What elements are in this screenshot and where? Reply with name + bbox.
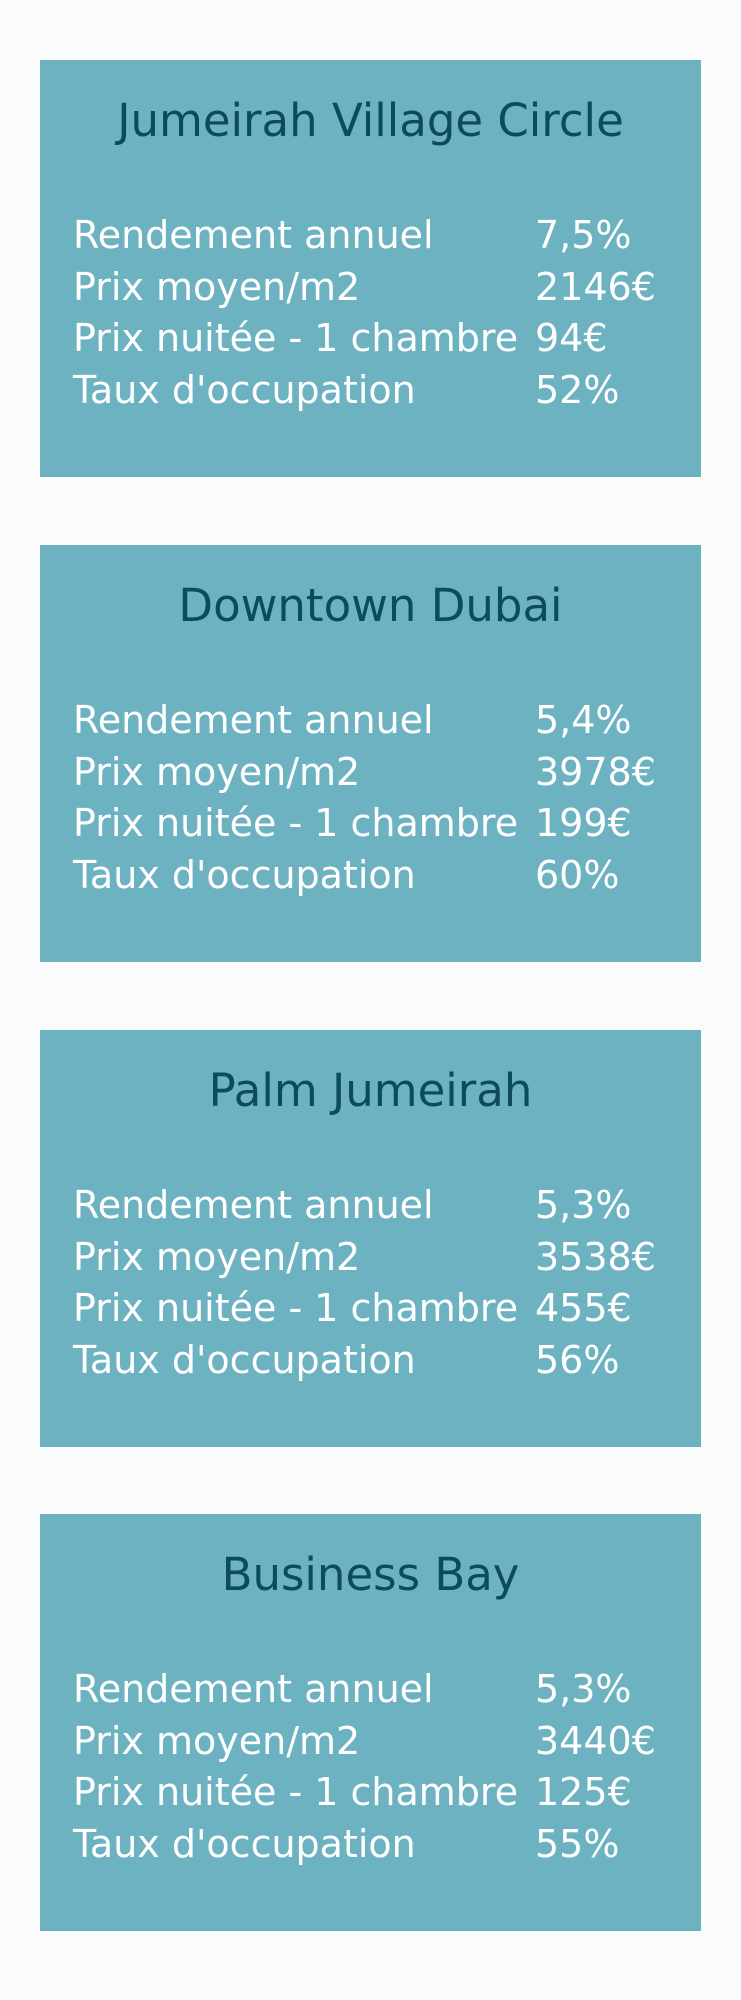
area-stats: [73, 1664, 673, 1870]
stat-row-annual-yield: [73, 1180, 673, 1232]
area-stats: [73, 695, 673, 901]
stat-label: Prix moyen/m2: [73, 264, 361, 309]
stat-value: 3538€: [535, 1234, 656, 1279]
area-card-business-bay: [40, 1514, 701, 1931]
stat-label: Prix nuitée - 1 chambre: [73, 1286, 519, 1330]
area-card-jumeirah-village-circle: [40, 60, 701, 477]
stat-row-annual-yield: [73, 695, 673, 747]
area-card-palm-jumeirah: [40, 1030, 701, 1447]
area-card-title: Palm Jumeirah: [208, 1064, 533, 1117]
stat-value: 7,5%: [535, 213, 632, 257]
stat-label: Prix moyen/m2: [73, 1718, 361, 1763]
stat-row-occupancy-rate: [73, 1819, 673, 1871]
area-stats: [73, 210, 673, 416]
stat-row-nightly-price: [73, 1767, 673, 1819]
area-card-title: Downtown Dubai: [178, 579, 563, 632]
area-card-downtown-dubai: [40, 545, 701, 962]
stat-row-price-per-m2: [73, 1716, 673, 1768]
stat-row-annual-yield: [73, 1664, 673, 1716]
stat-value: 94€: [535, 316, 608, 360]
stat-value: 56%: [535, 1337, 620, 1382]
area-stats: [73, 1180, 673, 1386]
stat-row-nightly-price: [73, 313, 673, 365]
stat-row-price-per-m2: [73, 262, 673, 314]
stat-label: Taux d'occupation: [73, 367, 416, 412]
stat-label: Prix moyen/m2: [73, 1234, 361, 1279]
stat-label: Rendement annuel: [73, 698, 434, 742]
stat-value: 455€: [535, 1286, 632, 1330]
stat-value: 2146€: [535, 264, 656, 309]
stat-label: Taux d'occupation: [73, 1337, 416, 1382]
stat-value: 60%: [535, 852, 620, 897]
stat-label: Prix nuitée - 1 chambre: [73, 801, 519, 845]
area-card-title: Business Bay: [221, 1548, 520, 1601]
stat-row-nightly-price: [73, 798, 673, 850]
stat-row-occupancy-rate: [73, 850, 673, 902]
stat-value: 55%: [535, 1821, 620, 1866]
stat-label: Prix moyen/m2: [73, 749, 361, 794]
stat-row-nightly-price: [73, 1283, 673, 1335]
stat-value: 5,3%: [535, 1667, 632, 1711]
stat-value: 3978€: [535, 749, 656, 794]
stat-row-occupancy-rate: [73, 365, 673, 417]
stat-value: 125€: [535, 1770, 632, 1814]
stat-label: Rendement annuel: [73, 1183, 434, 1227]
stat-value: 5,3%: [535, 1183, 632, 1227]
stat-label: Rendement annuel: [73, 1667, 434, 1711]
stat-row-annual-yield: [73, 210, 673, 262]
stat-row-price-per-m2: [73, 747, 673, 799]
stat-row-occupancy-rate: [73, 1335, 673, 1387]
stat-label: Taux d'occupation: [73, 852, 416, 897]
stat-label: Rendement annuel: [73, 213, 434, 257]
stat-label: Prix nuitée - 1 chambre: [73, 316, 519, 360]
stat-row-price-per-m2: [73, 1232, 673, 1284]
stat-value: 3440€: [535, 1718, 656, 1763]
stat-label: Taux d'occupation: [73, 1821, 416, 1866]
stat-value: 52%: [535, 367, 620, 412]
area-card-title: Jumeirah Village Circle: [117, 94, 624, 147]
stat-value: 5,4%: [535, 698, 632, 742]
stat-label: Prix nuitée - 1 chambre: [73, 1770, 519, 1814]
stat-value: 199€: [535, 801, 632, 845]
